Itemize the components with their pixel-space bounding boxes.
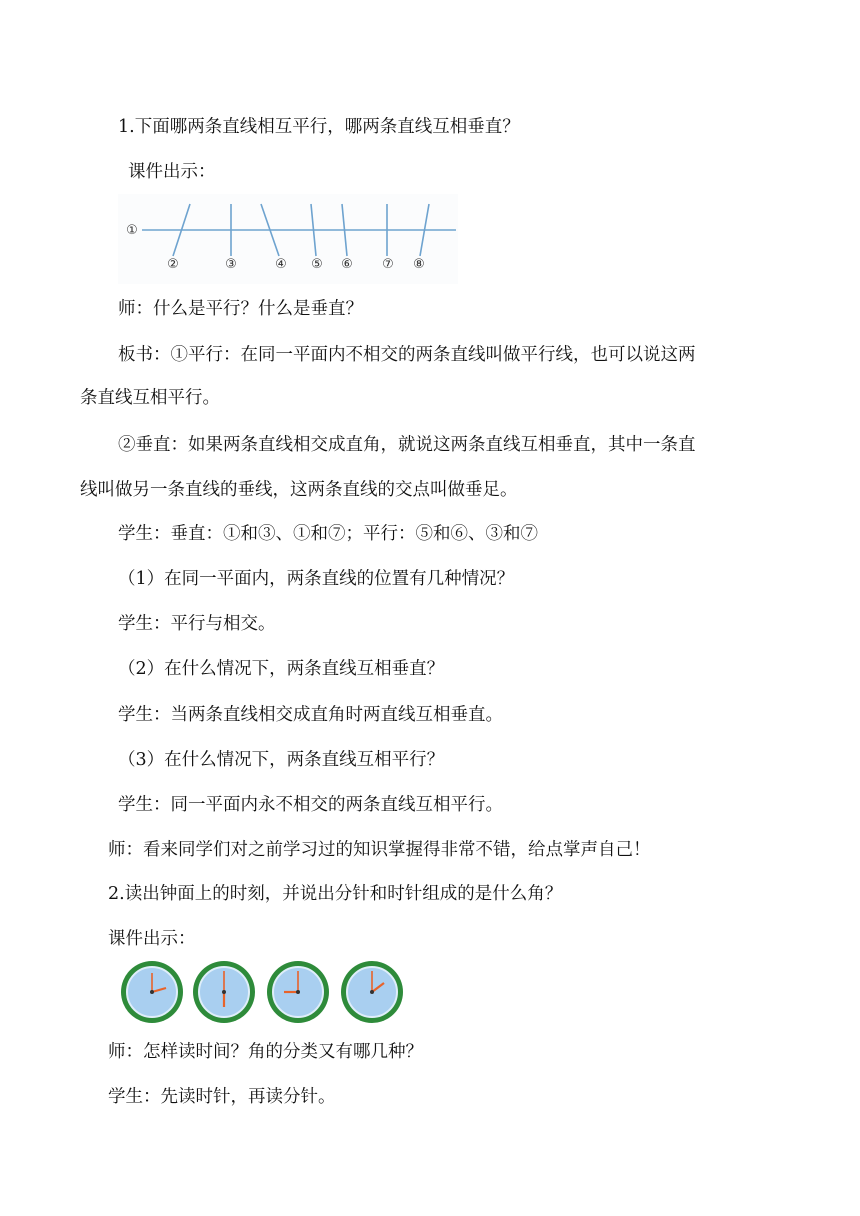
line-label-2: ② xyxy=(167,257,179,272)
perpendicular-def-line-1: ②垂直：如果两条直线相交成直角，就说这两条直线互相垂直，其中一条直 xyxy=(118,435,696,455)
teacher-line-2: 师：看来同学们对之前学习过的知识掌握得非常不错，给点掌声自己！ xyxy=(108,840,651,860)
clocks-figure xyxy=(112,957,412,1027)
board-text-line-1: 板书：①平行：在同一平面内不相交的两条直线叫做平行线，也可以说这两 xyxy=(118,345,696,365)
clock-2 xyxy=(193,961,255,1023)
line-label-7: ⑦ xyxy=(382,257,394,272)
question-1: 1.下面哪两条直线相互平行，哪两条直线互相垂直？ xyxy=(118,117,520,137)
courseware-label-2: 课件出示： xyxy=(108,929,196,949)
sub-question-1: （1）在同一平面内，两条直线的位置有几种情况？ xyxy=(118,569,515,589)
line-label-6: ⑥ xyxy=(341,257,353,272)
student-answer-4: 学生：同一平面内永不相交的两条直线互相平行。 xyxy=(118,795,503,815)
student-answer-3: 学生：当两条直线相交成直角时两直线互相垂直。 xyxy=(118,705,503,725)
line-label-8: ⑧ xyxy=(413,257,425,272)
question-2: 2.读出钟面上的时刻，并说出分针和时针组成的是什么角？ xyxy=(108,884,563,904)
lines-figure xyxy=(118,194,458,284)
board-text-line-2: 条直线互相平行。 xyxy=(80,388,220,408)
clock-4 xyxy=(341,961,403,1023)
courseware-label-1: 课件出示： xyxy=(128,162,216,182)
clock-3 xyxy=(267,961,329,1023)
teacher-line-1: 师：什么是平行？什么是垂直？ xyxy=(118,299,363,319)
line-label-3: ③ xyxy=(225,257,237,272)
perpendicular-def-line-2: 线叫做另一条直线的垂线，这两条直线的交点叫做垂足。 xyxy=(80,480,518,500)
line-label-4: ④ xyxy=(275,257,287,272)
student-answer-2: 学生：平行与相交。 xyxy=(118,614,276,634)
line-label-5: ⑤ xyxy=(311,257,323,272)
student-answer-1: 学生：垂直：①和③、①和⑦；平行：⑤和⑥、③和⑦ xyxy=(118,524,538,544)
sub-question-3: （3）在什么情况下，两条直线互相平行？ xyxy=(118,750,445,770)
sub-question-2: （2）在什么情况下，两条直线互相垂直？ xyxy=(118,659,445,679)
student-answer-5: 学生：先读时针，再读分针。 xyxy=(108,1087,336,1107)
line-label-1: ① xyxy=(126,223,138,238)
teacher-line-3: 师：怎样读时间？角的分类又有哪几种？ xyxy=(108,1042,423,1062)
clock-1 xyxy=(121,961,183,1023)
